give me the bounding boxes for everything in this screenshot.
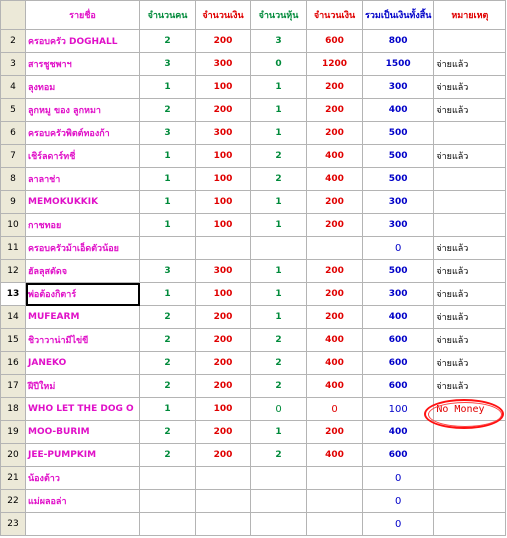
- cell-people[interactable]: [140, 237, 196, 260]
- cell-amount[interactable]: [196, 237, 251, 260]
- table-row: [1, 99, 506, 122]
- table-row: [1, 329, 506, 352]
- cell-note[interactable]: [434, 513, 506, 536]
- cell-amount[interactable]: 300: [196, 260, 251, 283]
- cell-note[interactable]: จ่ายแล้ว: [434, 306, 506, 329]
- cell-total[interactable]: 0: [363, 513, 434, 536]
- cell-amount[interactable]: 200: [196, 375, 251, 398]
- cell-total[interactable]: 600: [363, 352, 434, 375]
- cell-people[interactable]: 1: [140, 76, 196, 99]
- cell-people[interactable]: 2: [140, 421, 196, 444]
- table-row: [1, 53, 506, 76]
- cell-share-amount[interactable]: 200: [307, 76, 363, 99]
- table-row: [1, 306, 506, 329]
- cell-shares[interactable]: 1: [251, 214, 307, 237]
- cell-name[interactable]: WHO LET THE DOG O: [26, 398, 140, 421]
- cell-share-amount[interactable]: 0: [307, 398, 363, 421]
- cell-total[interactable]: 400: [363, 306, 434, 329]
- cell-note[interactable]: [434, 490, 506, 513]
- cell-shares[interactable]: 1: [251, 99, 307, 122]
- cell-total[interactable]: 0: [363, 490, 434, 513]
- cell-note[interactable]: [434, 214, 506, 237]
- cell-name[interactable]: MEMOKUKKIK: [26, 191, 140, 214]
- cell-people[interactable]: 2: [140, 306, 196, 329]
- cell-people[interactable]: 1: [140, 191, 196, 214]
- cell-amount[interactable]: 200: [196, 352, 251, 375]
- cell-share-amount[interactable]: [307, 237, 363, 260]
- row-header[interactable]: 5: [1, 99, 26, 122]
- cell-people[interactable]: 1: [140, 283, 196, 306]
- cell-people[interactable]: 2: [140, 99, 196, 122]
- cell-note[interactable]: จ่ายแล้ว: [434, 99, 506, 122]
- row-header[interactable]: 16: [1, 352, 26, 375]
- cell-share-amount[interactable]: 200: [307, 283, 363, 306]
- cell-total[interactable]: 400: [363, 99, 434, 122]
- cell-people[interactable]: 2: [140, 375, 196, 398]
- row-header[interactable]: 13: [1, 283, 26, 306]
- cell-shares[interactable]: 2: [251, 352, 307, 375]
- cell-total[interactable]: 300: [363, 76, 434, 99]
- row-header[interactable]: 4: [1, 76, 26, 99]
- cell-people[interactable]: 1: [140, 214, 196, 237]
- cell-name[interactable]: JANEKO: [26, 352, 140, 375]
- cell-amount[interactable]: [196, 467, 251, 490]
- cell-total[interactable]: 1500: [363, 53, 434, 76]
- header-cell-people[interactable]: จำนวนคน: [140, 1, 196, 30]
- header-cell-share-amount[interactable]: จำนวนเงิน: [307, 1, 363, 30]
- header-cell-name[interactable]: รายชื่อ: [26, 1, 140, 30]
- cell-shares[interactable]: [251, 513, 307, 536]
- cell-amount[interactable]: 100: [196, 214, 251, 237]
- cell-shares[interactable]: 1: [251, 421, 307, 444]
- header-cell-total[interactable]: รวมเป็นเงินทั้งสิ้น: [363, 1, 434, 30]
- table-row: [1, 421, 506, 444]
- table-row: [1, 375, 506, 398]
- row-header[interactable]: 10: [1, 214, 26, 237]
- cell-share-amount[interactable]: 400: [307, 444, 363, 467]
- cell-note[interactable]: จ่ายแล้ว: [434, 237, 506, 260]
- cell-shares[interactable]: [251, 467, 307, 490]
- cell-share-amount[interactable]: 400: [307, 145, 363, 168]
- cell-shares[interactable]: [251, 490, 307, 513]
- cell-total[interactable]: 300: [363, 214, 434, 237]
- cell-shares[interactable]: [251, 237, 307, 260]
- cell-amount[interactable]: 300: [196, 53, 251, 76]
- table-row: [1, 513, 506, 536]
- cell-people[interactable]: 1: [140, 145, 196, 168]
- row-header[interactable]: 15: [1, 329, 26, 352]
- cell-total[interactable]: 500: [363, 168, 434, 191]
- row-header[interactable]: 20: [1, 444, 26, 467]
- row-header[interactable]: 3: [1, 53, 26, 76]
- cell-total[interactable]: 500: [363, 260, 434, 283]
- table-row: [1, 260, 506, 283]
- cell-name[interactable]: ลาลาช่า: [26, 168, 140, 191]
- row-header[interactable]: 7: [1, 145, 26, 168]
- table-row: [1, 168, 506, 191]
- cell-name[interactable]: แม่ผลอล่า: [26, 490, 140, 513]
- table-row: [1, 122, 506, 145]
- row-header[interactable]: 22: [1, 490, 26, 513]
- cell-share-amount[interactable]: 400: [307, 375, 363, 398]
- cell-note[interactable]: จ่ายแล้ว: [434, 375, 506, 398]
- cell-name[interactable]: น้องต้าว: [26, 467, 140, 490]
- cell-name[interactable]: ครอบครัว DOGHALL: [26, 30, 140, 53]
- cell-note[interactable]: จ่ายแล้ว: [434, 260, 506, 283]
- cell-name[interactable]: ลูกหมู ของ ลูกหมา: [26, 99, 140, 122]
- cell-people[interactable]: [140, 513, 196, 536]
- header-cell-amount[interactable]: จำนวนเงิน: [196, 1, 251, 30]
- cell-people[interactable]: 2: [140, 329, 196, 352]
- cell-name[interactable]: MUFEARM: [26, 306, 140, 329]
- cell-shares[interactable]: 2: [251, 145, 307, 168]
- cell-share-amount[interactable]: 400: [307, 168, 363, 191]
- table-row: [1, 76, 506, 99]
- table-row: [1, 490, 506, 513]
- cell-note[interactable]: [434, 421, 506, 444]
- cell-total[interactable]: 800: [363, 30, 434, 53]
- cell-amount[interactable]: 200: [196, 306, 251, 329]
- cell-people[interactable]: 3: [140, 122, 196, 145]
- row-header[interactable]: 23: [1, 513, 26, 536]
- cell-name[interactable]: [26, 513, 140, 536]
- table-row: [1, 30, 506, 53]
- cell-total[interactable]: 300: [363, 283, 434, 306]
- cell-note[interactable]: จ่ายแล้ว: [434, 352, 506, 375]
- row-header[interactable]: 19: [1, 421, 26, 444]
- cell-people[interactable]: 2: [140, 444, 196, 467]
- cell-share-amount[interactable]: 200: [307, 421, 363, 444]
- cell-amount[interactable]: 200: [196, 421, 251, 444]
- cell-note[interactable]: [434, 122, 506, 145]
- row-header[interactable]: [1, 1, 26, 30]
- cell-note[interactable]: จ่ายแล้ว: [434, 283, 506, 306]
- cell-name[interactable]: กาชทอย: [26, 214, 140, 237]
- cell-shares[interactable]: 3: [251, 30, 307, 53]
- cell-name[interactable]: JEE-PUMPKIM: [26, 444, 140, 467]
- cell-note[interactable]: [434, 444, 506, 467]
- cell-amount[interactable]: 100: [196, 283, 251, 306]
- table-row: [1, 191, 506, 214]
- row-header[interactable]: 12: [1, 260, 26, 283]
- cell-share-amount[interactable]: 1200: [307, 53, 363, 76]
- cell-share-amount[interactable]: 200: [307, 99, 363, 122]
- cell-name[interactable]: ฮัลลุสตัดจ: [26, 260, 140, 283]
- cell-share-amount[interactable]: 400: [307, 329, 363, 352]
- header-cell-shares[interactable]: จำนวนหุ้น: [251, 1, 307, 30]
- cell-name[interactable]: ครอบครัวม้าเอ็ดตัวน้อย: [26, 237, 140, 260]
- cell-share-amount[interactable]: 200: [307, 306, 363, 329]
- cell-amount[interactable]: 100: [196, 168, 251, 191]
- cell-note[interactable]: [434, 467, 506, 490]
- cell-shares[interactable]: 0: [251, 53, 307, 76]
- cell-name[interactable]: สารชูชพาฯ: [26, 53, 140, 76]
- table-row: [1, 352, 506, 375]
- cell-shares[interactable]: 2: [251, 444, 307, 467]
- table-row: [1, 145, 506, 168]
- cell-people[interactable]: 2: [140, 30, 196, 53]
- cell-amount[interactable]: 300: [196, 122, 251, 145]
- cell-shares[interactable]: 0: [251, 398, 307, 421]
- cell-total[interactable]: 500: [363, 122, 434, 145]
- row-header[interactable]: 11: [1, 237, 26, 260]
- cell-note[interactable]: จ่ายแล้ว: [434, 329, 506, 352]
- cell-name[interactable]: ฝีปีใหม่: [26, 375, 140, 398]
- cell-people[interactable]: [140, 490, 196, 513]
- cell-name[interactable]: MOO-BURIM: [26, 421, 140, 444]
- cell-shares[interactable]: 2: [251, 375, 307, 398]
- cell-people[interactable]: 3: [140, 53, 196, 76]
- cell-amount[interactable]: 100: [196, 145, 251, 168]
- header-row: [1, 1, 506, 30]
- cell-shares[interactable]: 2: [251, 329, 307, 352]
- cell-amount[interactable]: [196, 490, 251, 513]
- cell-note[interactable]: จ่ายแล้ว: [434, 145, 506, 168]
- table-row: [1, 214, 506, 237]
- cell-share-amount[interactable]: 200: [307, 214, 363, 237]
- row-header[interactable]: 6: [1, 122, 26, 145]
- cell-shares[interactable]: 2: [251, 168, 307, 191]
- cell-amount[interactable]: [196, 513, 251, 536]
- cell-shares[interactable]: 1: [251, 260, 307, 283]
- cell-shares[interactable]: 1: [251, 122, 307, 145]
- cell-total[interactable]: 600: [363, 329, 434, 352]
- cell-shares[interactable]: 1: [251, 191, 307, 214]
- cell-share-amount[interactable]: 600: [307, 30, 363, 53]
- cell-name[interactable]: ชิวาวาน่ามีไข่ขี: [26, 329, 140, 352]
- cell-name[interactable]: ครอบครัวพิตต์ทองก้า: [26, 122, 140, 145]
- row-header[interactable]: 17: [1, 375, 26, 398]
- cell-share-amount[interactable]: [307, 490, 363, 513]
- row-header[interactable]: 8: [1, 168, 26, 191]
- cell-total[interactable]: 0: [363, 237, 434, 260]
- cell-amount[interactable]: 100: [196, 191, 251, 214]
- cell-amount[interactable]: 100: [196, 398, 251, 421]
- cell-total[interactable]: 100: [363, 398, 434, 421]
- row-header[interactable]: 9: [1, 191, 26, 214]
- cell-name[interactable]: ลุงทอม: [26, 76, 140, 99]
- cell-shares[interactable]: 1: [251, 306, 307, 329]
- cell-amount[interactable]: 200: [196, 444, 251, 467]
- no-money-note: No Money: [436, 403, 485, 415]
- header-cell-note[interactable]: หมายเหตุ: [434, 1, 506, 30]
- cell-shares[interactable]: 1: [251, 76, 307, 99]
- cell-people[interactable]: 3: [140, 260, 196, 283]
- cell-total[interactable]: 600: [363, 444, 434, 467]
- cell-people[interactable]: [140, 467, 196, 490]
- cell-share-amount[interactable]: [307, 467, 363, 490]
- cell-note[interactable]: [434, 191, 506, 214]
- cell-people[interactable]: 1: [140, 168, 196, 191]
- cell-note[interactable]: [434, 168, 506, 191]
- cell-share-amount[interactable]: 400: [307, 352, 363, 375]
- cell-name[interactable]: พ่อต้องกิตาร์: [26, 283, 140, 306]
- cell-name[interactable]: เชิร์ลดาร์ทชี่: [26, 145, 140, 168]
- row-header[interactable]: 18: [1, 398, 26, 421]
- cell-note[interactable]: จ่ายแล้ว: [434, 76, 506, 99]
- cell-note[interactable]: จ่ายแล้ว: [434, 53, 506, 76]
- cell-people[interactable]: 2: [140, 352, 196, 375]
- cell-people[interactable]: 1: [140, 398, 196, 421]
- cell-amount[interactable]: 200: [196, 99, 251, 122]
- cell-total[interactable]: 600: [363, 375, 434, 398]
- row-header[interactable]: 21: [1, 467, 26, 490]
- cell-total[interactable]: 400: [363, 421, 434, 444]
- table-row: [1, 467, 506, 490]
- cell-shares[interactable]: 1: [251, 283, 307, 306]
- cell-share-amount[interactable]: [307, 513, 363, 536]
- table-row: [1, 444, 506, 467]
- cell-total[interactable]: 500: [363, 145, 434, 168]
- cell-total[interactable]: 0: [363, 467, 434, 490]
- table-row: [1, 283, 506, 306]
- table-row: [1, 398, 506, 421]
- cell-share-amount[interactable]: 200: [307, 122, 363, 145]
- cell-amount[interactable]: 200: [196, 30, 251, 53]
- cell-note[interactable]: [434, 30, 506, 53]
- cell-amount[interactable]: 200: [196, 329, 251, 352]
- row-header[interactable]: 2: [1, 30, 26, 53]
- cell-note[interactable]: [434, 398, 506, 421]
- table-row: [1, 237, 506, 260]
- cell-amount[interactable]: 100: [196, 76, 251, 99]
- cell-share-amount[interactable]: 200: [307, 191, 363, 214]
- row-header[interactable]: 14: [1, 306, 26, 329]
- cell-total[interactable]: 300: [363, 191, 434, 214]
- cell-share-amount[interactable]: 200: [307, 260, 363, 283]
